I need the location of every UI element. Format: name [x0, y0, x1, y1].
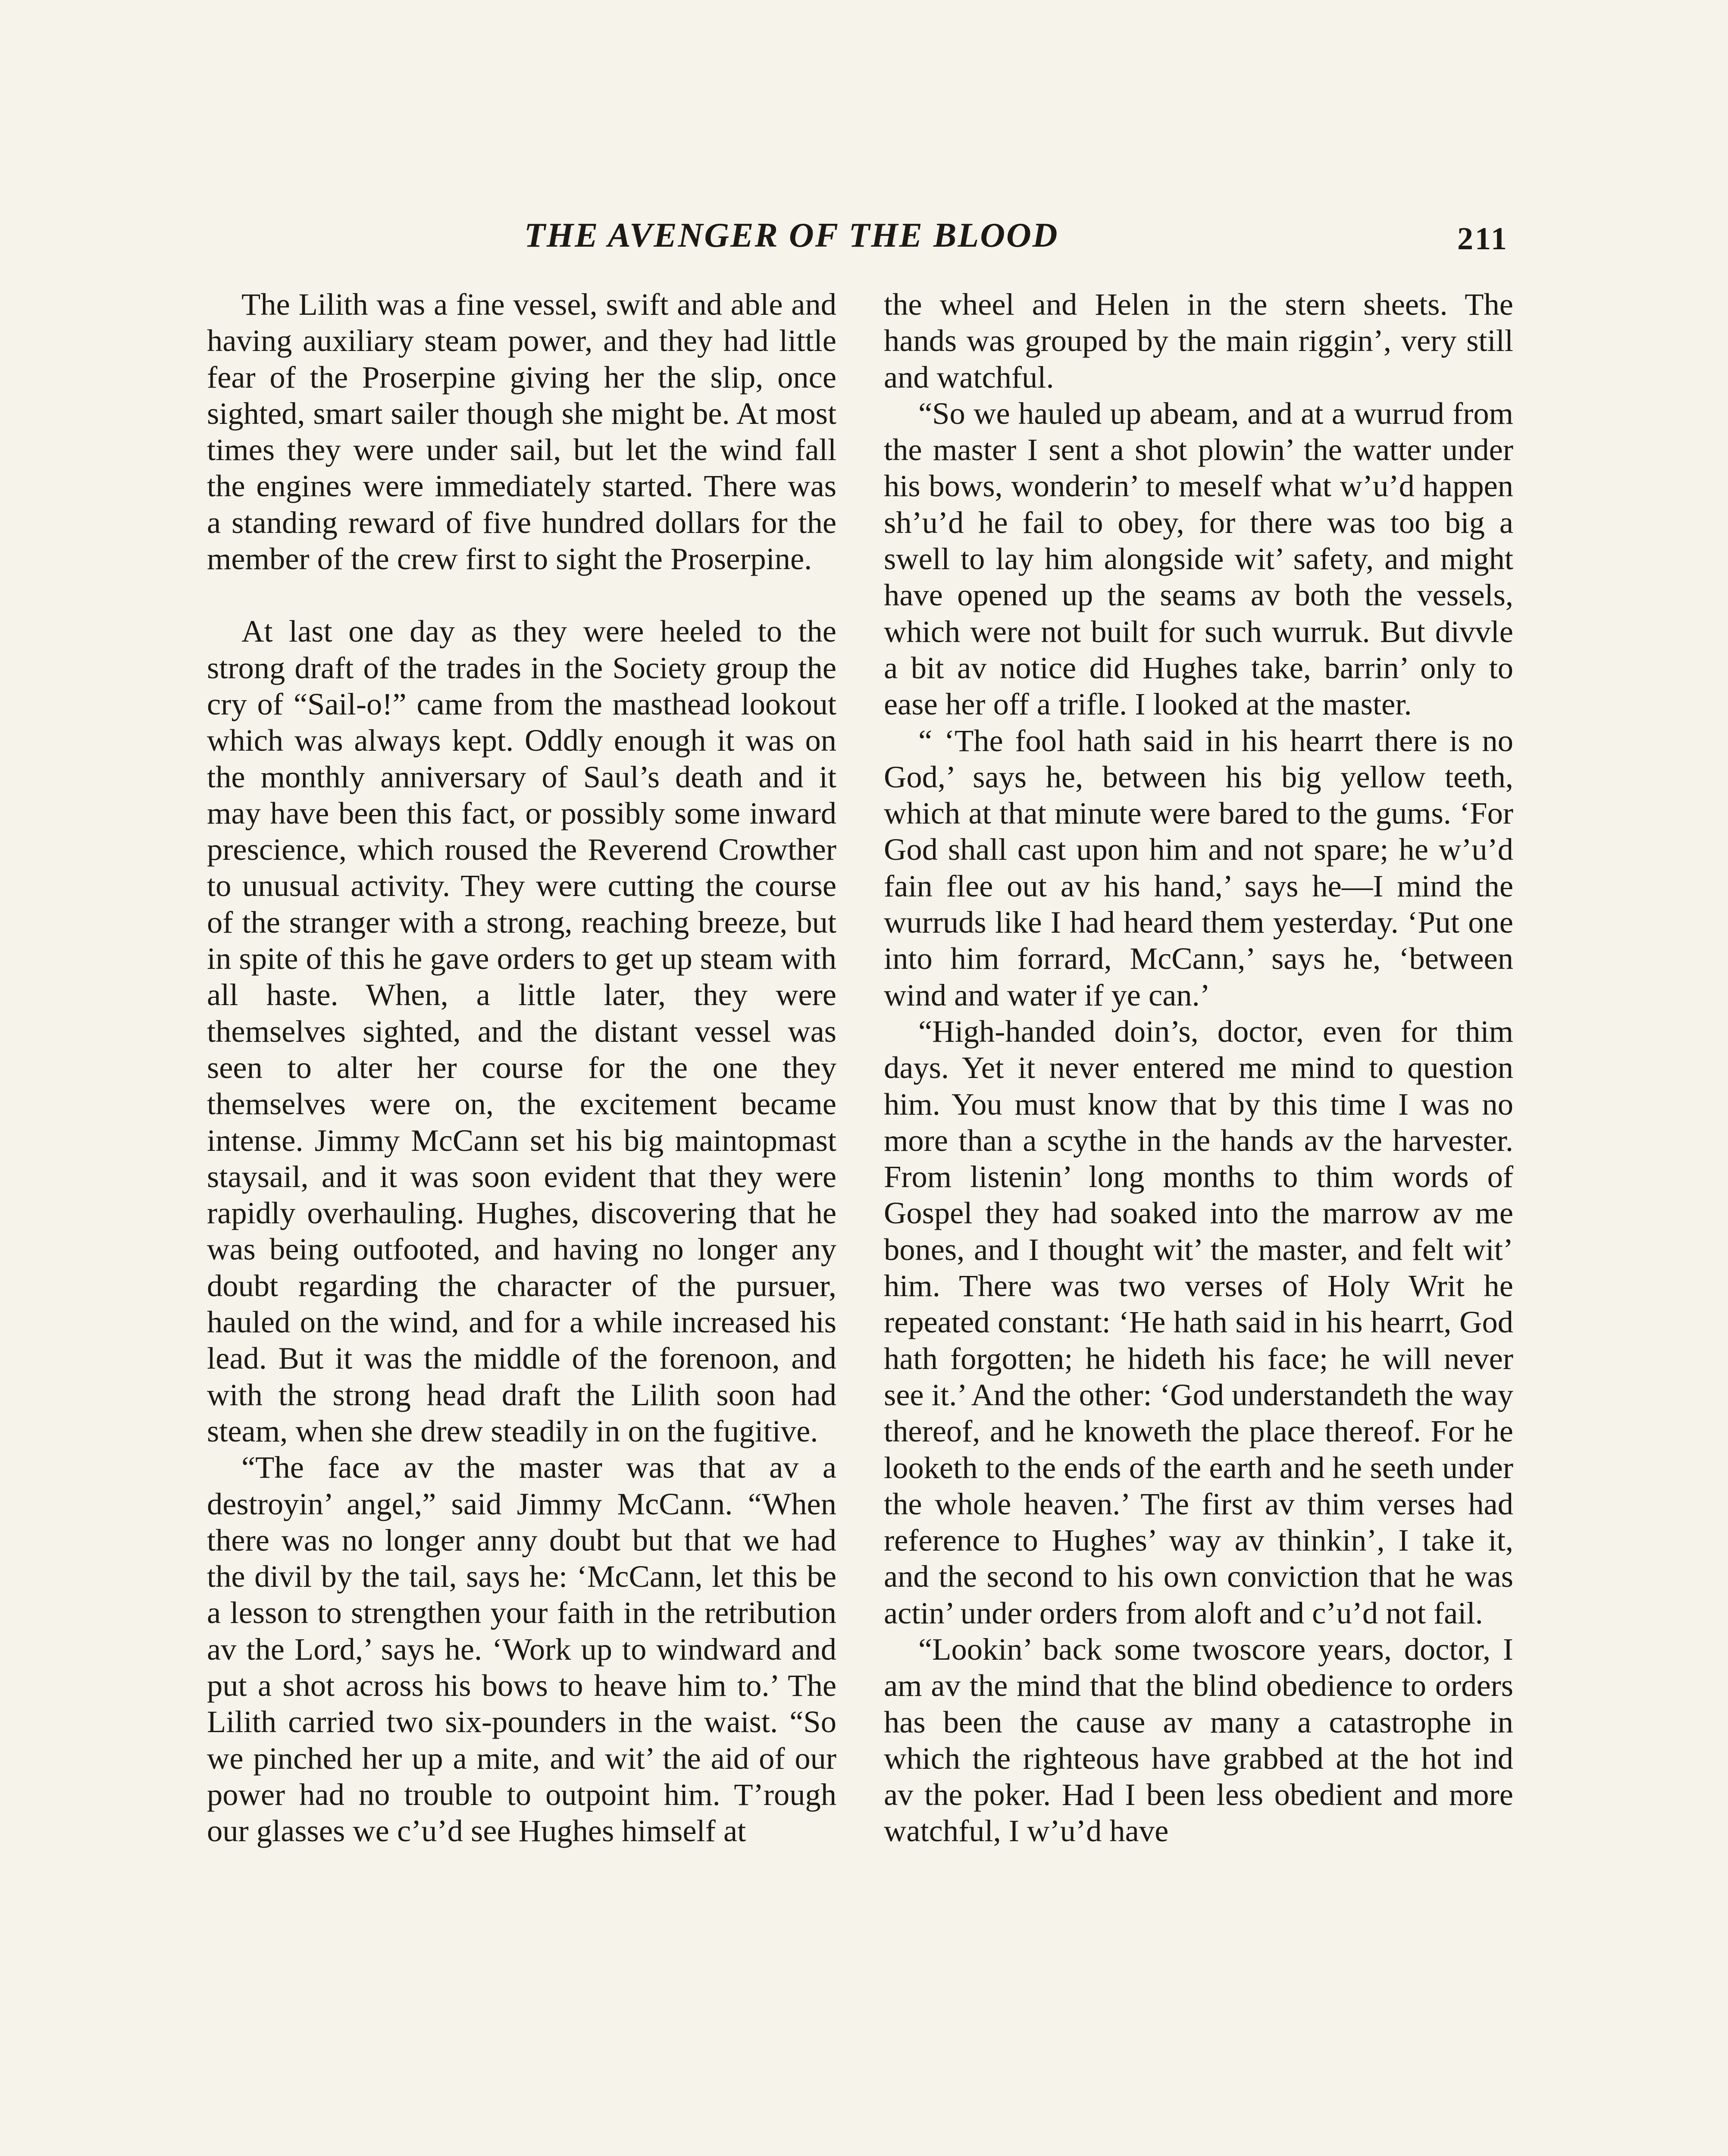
running-head: THE AVENGER OF THE BLOOD: [524, 216, 1059, 254]
paragraph: “So we hauled up abeam, and at a wurrud from the master I sent a shot plowin’ the watter under his bows, wonderin’ to meself what w’u’d happen sh’u’d he fail to obey, for there was too big a swell to lay him alongside wit’ safety, and might have opened up the seams av both the vessels, which were not built for such wurruk. But divvle a bit av notice did Hughes take, barrin’ only to ease her off a trifle. I looked at the master.: [884, 395, 1513, 722]
paragraph: At last one day as they were heeled to the strong draft of the trades in the Society group the cry of “Sail-o!” came from the masthead lookout which was always kept. Oddly enough it was on the monthly anniversary of Saul’s death and it may have been this fact, or possibly some inward prescience, which roused the Reverend Crowther to unusual activity. They were cutting the course of the stranger with a strong, reaching breeze, but in spite of this he gave orders to get up steam with all haste. When, a little later, they were themselves sighted, and the distant vessel was seen to alter her course for the one they themselves were on, the excitement became intense. Jimmy McCann set his big maintopmast staysail, and it was soon evident that they were rapidly overhauling. Hughes, discovering that he was being outfooted, and having no longer any doubt regarding the character of the pursuer, hauled on the wind, and for a while increased his lead. But it was the middle of the forenoon, and with the strong head draft the Lilith soon had steam, when she drew steadily in on the fugitive.: [207, 614, 836, 1448]
paragraph: the wheel and Helen in the stern sheets. The hands was grouped by the main riggin’, very still and watchful.: [884, 287, 1513, 395]
right-column: [884, 286, 1513, 1849]
paragraph: “The face av the master was that av a destroyin’ angel,” said Jimmy McCann. “When there was no longer anny doubt but that we had the divil by the tail, says he: ‘McCann, let this be a lesson to strengthen your faith in the retribution av the Lord,’ says he. ‘Work up to windward and put a shot across his bows to heave him to.’ The Lilith carried two six-pounders in the waist. “So we pinched her up a mite, and wit’ the aid of our power had no trouble to outpoint him. T’rough our glasses we c’u’d see Hughes himself at: [207, 1450, 836, 1849]
paragraph: “ ‘The fool hath said in his hearrt there is no God,’ says he, between his big yellow teeth, which at that minute were bared to the gums. ‘For God shall cast upon him and not spare; he w’u’d fain flee out av his hand,’ says he—I mind the wurruds like I had heard them yesterday. ‘Put one into him forrard, McCann,’ says he, ‘between wind and water if ye can.’: [884, 723, 1513, 1012]
page-header: [0, 214, 1728, 257]
left-column: [207, 286, 836, 1849]
page-number: 211: [1457, 221, 1509, 257]
paragraph: The Lilith was a fine vessel, swift and able and having auxiliary steam power, and they had little fear of the Proserpine giving her the slip, once sighted, smart sailer though she might be. At most times they were under sail, but let the wind fall the engines were immediately started. There was a standing reward of five hundred dollars for the member of the crew first to sight the Proserpine.: [207, 287, 836, 577]
paragraph: “Lookin’ back some twoscore years, doctor, I am av the mind that the blind obedience to orders has been the cause av many a catastrophe in which the righteous have grabbed at the hot ind av the poker. Had I been less obedient and more watchful, I w’u’d have: [884, 1631, 1513, 1849]
paragraph: “High-handed doin’s, doctor, even for thim days. Yet it never entered me mind to question him. You must know that by this time I was no more than a scythe in the hands av the harvester. From listenin’ long months to thim words of Gospel they had soaked into the marrow av me bones, and I thought wit’ the master, and felt wit’ him. There was two verses of Holy Writ he repeated constant: ‘He hath said in his hearrt, God hath forgotten; he hideth his face; he will never see it.’ And the other: ‘God understandeth the way thereof, and he knoweth the place thereof. For he looketh to the ends of the earth and he seeth under the whole heaven.’ The first av thim verses had reference to Hughes’ way av thinkin’, I take it, and the second to his own conviction that he was actin’ under orders from aloft and c’u’d not fail.: [884, 1013, 1513, 1630]
